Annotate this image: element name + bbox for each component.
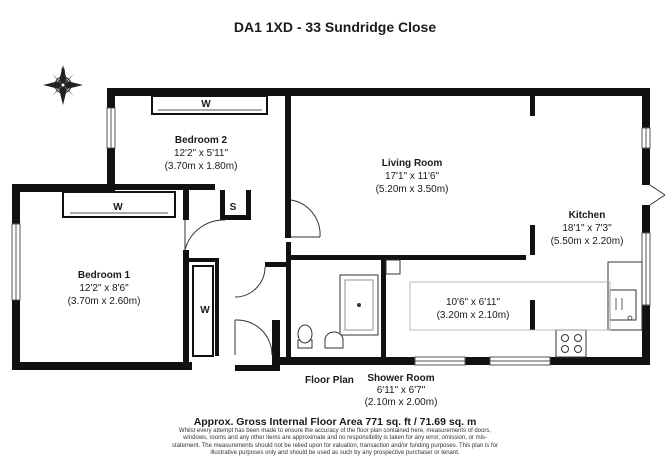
store-mark: S [229,202,237,213]
shower-tray [340,275,378,335]
interior-walls [115,88,535,368]
room-name: Kitchen [568,210,606,221]
room-label-kitchen [551,210,624,247]
room-dimensions-imperial: 12'2" x 8'6" [79,283,129,294]
room-dimensions-metric: (3.20m x 2.10m) [436,310,510,321]
wardrobe-mark-hall: W [200,305,210,316]
floor-area-text: Approx. Gross Internal Floor Area 771 sq. ft / 71.69 sq. m [193,416,477,428]
room-dimensions-metric: (5.50m x 2.20m) [550,236,624,247]
room-dimensions-imperial: 18'1" x 7'3" [562,223,612,234]
floor-plan-label: Floor Plan [305,375,354,386]
svg-text:N: N [61,69,66,75]
room-name: Bedroom 1 [77,270,131,281]
room-label-bedroom2 [165,135,238,172]
room-dimensions-imperial: 6'11" x 6'7" [376,385,426,396]
room-label-livingroom [376,158,449,195]
hob-icon [556,330,586,357]
wardrobe-mark-bedroom2: W [201,99,211,110]
room-dimensions-metric: (5.20m x 3.50m) [375,184,449,195]
toilet-icon [298,325,312,348]
wardrobe-mark-bedroom1: W [113,202,123,213]
kitchen-counter [608,262,642,330]
compass-rose-icon [43,65,83,105]
basin-icon [325,332,343,348]
boiler-icon [386,260,400,274]
room-dimensions-metric: (3.70m x 2.60m) [67,296,141,307]
disclaimer-text: Whilst every attempt has been made to ensure the accuracy of the floor plan contained here, measurements of doors, windows, rooms and any other items are approximate and no responsibility is taken for any error, omission, or mis-statement. The measurements should not be relied upon for valuation, transaction and/or funding purposes. This plan is for illustrative purposes only and should be used as such by any prospective purchaser or tenant. [172,428,498,457]
room-label-bedroom1 [68,270,141,307]
room-label-showerroom [365,373,438,408]
room-name: Living Room [381,158,443,169]
room-label-dining-area [437,297,510,321]
dining-counter [410,282,610,330]
room-dimensions-metric: (3.70m x 1.80m) [164,161,238,172]
room-dimensions-imperial: 17'1" x 11'6" [384,171,440,182]
room-name: Shower Room [367,373,435,384]
room-dimensions-metric: (2.10m x 2.00m) [364,397,438,408]
page-title: DA1 1XD - 33 Sundridge Close [233,19,437,35]
room-dimensions-imperial: 10'6" x 6'11" [445,297,501,308]
room-dimensions-imperial: 12'2" x 5'11" [173,148,229,159]
room-name: Bedroom 2 [174,135,228,146]
